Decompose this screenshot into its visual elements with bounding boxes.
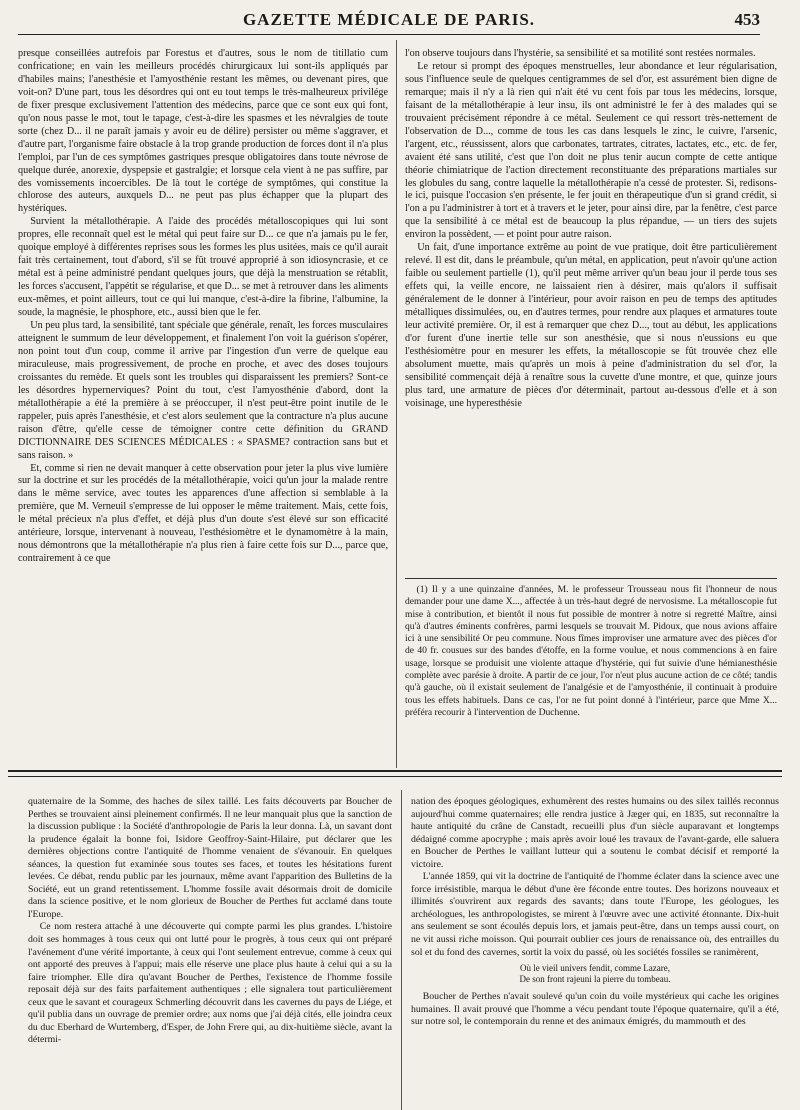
section-divider [8, 770, 782, 777]
paragraph: Le retour si prompt des époques menstruelles, leur abondance et leur régularisation, sous l'influence seule de quelques centigrammes de sel d'or, est assurément bien digne de remarque; mais il n'y a là rien qui n'ait été vu cent fois par tous les médecins, lorsque, faisant de la métallothérapie à leur insu, ils ont administré le fer à des malades qui se trouvaient précisément répondre à ce métal. Seulement ce qui ressort très-nettement de l'observation de D..., comme de tous les cas dans lesquels le zinc, le cuivre, l'arsenic, l'argent, etc., réussissent, alors que carbonates, tartrates, citrates, lactates, etc., etc. de fer, avaient été sans utilité, c'est que l'on doit ne plus tenir aucun compte de cette antique théorie chimiatrique de l'action directement reconstituante des préparations martiales sur les globules du sang, contre laquelle la métallothérapie n'a cessé de protester. Si, redisons-le ici, puisque l'occasion s'en présente, le fer jouit en thérapeutique d'un si grand crédit, si l'on a pu l'administrer à tort et à travers et le jeter, pour ainsi dire, par la fenêtre, c'est parce que la sensibilité à ce métal est de beaucoup la plus répandue, — un tiers des sujets environ la possèdent, — et point pour autre raison. [405, 60, 777, 241]
footnote-rule [405, 578, 777, 579]
paragraph: Un peu plus tard, la sensibilité, tant spéciale que générale, renaît, les forces musculaires atteignent le summum de leur développement, et finalement l'on voit la guérison s'opérer, non point tout d'un coup, comme il arrive par l'ingestion d'un verre de quelque eau miraculeuse, mais progressivement, de proche en proche, et avec des doses toujours croissantes du remède. Et quels sont les troubles qui disparaissent les premiers? Sont-ce les désordres hypernerviques? Point du tout, c'est l'amyosthénie d'abord, dont la métallothérapie a été la première à se préoccuper, il n'est peut-être point inutile de le rappeler, puis après l'anesthésie, et c'est alors seulement que la contracture n'a plus aucune raison d'être, qu'elle cesse de témoigner contre cette définition du GRAND DICTIONNAIRE DES SCIENCES MÉDICALES : « SPASME? contraction sans but et sans raison. » [18, 320, 388, 461]
paragraph: Et, comme si rien ne devait manquer à cette observation pour jeter la plus vive lumière sur la doctrine et sur les procédés de la métallothérapie, voici qu'un jour la malade rentre dans le même service, avec toutes les apparences d'une affection si semblable à la première, que M. Verneuil s'empresse de lui opposer le même traitement. Mais, cette fois, le métal précieux n'a plus d'effet, et déjà plus d'un doute s'est élevé sur son efficacité antérieure, lorsque, intervenant à nouveau, l'esthésiomètre et le dynamomètre à la main, nous démontrons que la métallothérapie n'a plus rien à faire cette fois sur D..., parce que, contrairement à ce que [18, 462, 388, 565]
footnote-text: (1) Il y a une quinzaine d'années, M. le professeur Trousseau nous fit l'honneur de nous demander pour une dame X..., affectée à un très-haut degré de nervosisme. La métalloscopie fut mise à contribution, et bientôt il nous fut possible de montrer à notre si regretté Maître, ainsi qu'à d'autres éminents confrères, parmi lesquels se trouvait M. Pidoux, que nous avions affaire ici à une sensibilité Or peu commune. Nous fîmes improviser une armature avec des pièces d'or de 40 fr. cousues sur des bandes d'étoffe, en la forme voulue, et nous commencions à en faire usage, lorsque se produisit une violente attaque d'hystérie, qui fut suivie d'une hémianesthésie complète avec parésie à droite. A partir de ce jour, l'or n'eut plus aucune action de ce côté; tandis qu'à gauche, où il existait seulement de l'analgésie et de l'amyosthénie, il continuait à produire tous les effets habituels. Dans ce cas, l'or ne fut point donné à l'intérieur, parce que Mme X... préféra recourir à l'intervention de Duchenne. [405, 584, 777, 718]
paragraph: l'on observe toujours dans l'hystérie, sa sensibilité et sa motilité sont restées normales. [405, 48, 756, 59]
footnote [405, 584, 777, 764]
paragraph: Ce nom restera attaché à une découverte qui compte parmi les plus grandes. L'histoire doit ses hommages à tous ceux qui ont lutté pour le progrès, à tous ceux qui ont préparé l'avénement d'une vérité importante, à ceux qui l'ont seulement entrevue, comme à ceux qui ont apporté des preuves à l'appui; mais elle réserve une place plus haute à celui qui a su la faire triompher. Elle dira qu'avant Boucher de Perthes, l'existence de l'homme fossile reposait déjà sur des faits parfaitement authentiques ; elle signalera tout particulièrement ceux que le savant et courageux Schmerling découvrit dans les cavernes du pays de Liége, et qu'il publia dans un ouvrage de premier ordre; aux noms que j'ai déjà cités, elle joindra ceux du duc Eberhard de Wurtemberg, d'Esper, de John Frere qui, au dix-huitième siècle, avant la détermi- [28, 921, 392, 1046]
paragraph: L'année 1859, qui vit la doctrine de l'antiquité de l'homme éclater dans la science avec une force irrésistible, marqua le début d'une ère féconde entre toutes. Des horizons nouveaux et illimités s'ouvrirent aux regards des savants; dans toute l'Europe, les géologues, les archéologues, les anthropologistes, se mirent à l'œuvre avec une activité étonnante. Dix-huit ans seulement se sont écoulés depuis lors, et jamais peut-être, dans un temps aussi court, on ne vit aussi riche moisson. Qui pourrait oublier ces jours de renaissance où, des entrailles du sol et du fond des cavernes, sortit la voix du passé, où les sociétés fossiles se ranimèrent, [411, 871, 779, 958]
page-header [18, 8, 760, 35]
paragraph: presque conseillées autrefois par Forestus et d'autres, sous le nom de titillatio cum confricatione; en vain les meilleurs procédés chirurgicaux lui sont-ils appliqués par d'habiles mains; l'anesthésie et l'amyosthénie restant les mêmes, ou devenant pires, que voit-on? D'une part, tous les désordres qui ont eu tout temps le très-malheureux privilége de fixer presque exclusivement l'attention des médecins, parce que ce sont eux qui font, qu'on nous passe le mot, tout le tapage, c'est-à-dire les spasmes et les névralgies de toute sorte (chez D... il ne paraît jamais y avoir eu de délire) persister ou même s'aggraver, et d'autre part, l'organisme faire obstacle à la trop grande production de forces dont il n'a plus l'emploi, par l'un de ces symptômes gastriques presque obligatoires dans toute névrose de quelque durée, anorexie, dyspepsie et gastralgie; et lorsque cela vient à ne pas suffire, par des vomissements incoercibles. De là tout le cortége de symptômes, qui constitue la chlorose des auteurs, auxquels D... ne peut pas plus échapper que la plupart des hystériques. [18, 48, 388, 215]
paragraph: quaternaire de la Somme, des haches de silex taillé. Les faits découverts par Boucher de Perthes se trouvaient ainsi pleinement confirmés. Il ne leur manquait plus que la sanction de la discussion publique : la Société d'anthropologie de Paris la leur donna. Là, un savant dont la prudence égalait la bonne foi, Isidore Geoffroy-Saint-Hilaire, put déclarer que les dernières objections contre l'antiquité de l'homme venaient de s'évanouir. En quelques séances, la question fut examinée sous toutes ses faces, et toutes les hésitations furent levées. Ce débat, rendu public par les journaux, même avant l'apparition des Bulletins de la Société, eut un grand retentissement. L'homme fossile avait désormais droit de domicile dans la science positive, et le nom glorieux de Boucher de Perthes fut acclamé dans toute l'Europe. [28, 796, 392, 920]
column-bottom-left [28, 796, 392, 1107]
paragraph: Un fait, d'une importance extrême au point de vue pratique, doit être particulièrement relevé. Il est dit, dans le préambule, qu'un métal, en application, peut n'avoir qu'une action faible ou seulement partielle (1), qu'il peut même arriver qu'un beau jour il perde tous ses effets qui, la veille encore, ne laissaient rien à désirer, mais qu'alors il suffisait généralement de le donner à l'intérieur, pour avoir raison en peu de temps des aptitudes métalliques dissimulées, ou, en d'autres termes, pour rendre aux plaques et armatures toute leur activité première. Or, il est à remarquer que chez D..., tout au début, les applications d'or furent d'une inertie telle sur son anesthésie, que si nous n'eussions eu que l'esthésiomètre pour en mesurer les effets, la métalloscopie se fût trouvée chez elle absolument muette, mais qu'après un mois à peine d'administration du sel d'or, la sensibilité commençait déjà à renaître sous la cuvette d'une montre, et que, quinze jours plus tard, une armature de pièces d'or déterminait, partout au-dessous d'elle et à son voisinage, une hyperesthésie [405, 242, 777, 409]
column-divider-top [396, 40, 397, 768]
column-top-left [18, 48, 388, 762]
paragraph: Survient la métallothérapie. A l'aide des procédés métalloscopiques qui lui sont propres, elle reconnaît quel est le métal qui peut faire sur D... ce que n'a jamais pu le fer, quoique employé à différentes reprises sous les formes les plus usitées, mais ce qu'il aurait fait très certainement, tout d'abord, s'il se fût trouvé approprié à son idiosyncrasie, et ce métal est à peine administré pendant quelques jours, que déjà la menstruation se rétablit, les forces s'accusent, l'appétit se régularise, et que D... se met à retrouver dans les aliments eux-mêmes, et point ailleurs, tout ce qui lui manque, c'est-à-dire la fibrine, l'albumine, la soude, la magnésie, le phosphore, etc., aussi bien que le fer. [18, 216, 388, 319]
column-top-right [405, 48, 777, 578]
column-bottom-right [411, 796, 779, 1107]
verse-line: Où le vieil univers fendit, comme Lazare, [520, 963, 670, 974]
paragraph: Boucher de Perthes n'avait soulevé qu'un coin du voile mystérieux qui cache les origines humaines. Il avait prouvé que l'homme a vécu pendant toute l'époque quaternaire, qu'il a été, sur notre sol, le contemporain du renne et des animaux émigrés, du mammouth et des [411, 991, 779, 1028]
column-divider-bottom [401, 790, 402, 1110]
journal-title: GAZETTE MÉDICALE DE PARIS. [242, 10, 536, 29]
verse-line: De son front rajeuni la pierre du tombeau. [519, 974, 671, 985]
page-number: 453 [734, 10, 760, 29]
verse-quote [411, 963, 779, 985]
paragraph: nation des époques géologiques, exhumèrent des restes humains ou des silex taillés reconnus aujourd'hui comme quaternaires; elle rendra justice à Jæger qui, en 1835, sut reconnaître la haute antiquité du crâne de Canstadt, recueilli plus d'un siècle auparavant et longtemps dédaigné comme apocryphe ; mais après avoir loué les travaux de l'avant-garde, elle saluera en Boucher de Perthes le vaillant lutteur qui a soutenu le combat décisif et remporté la victoire. [411, 796, 779, 870]
